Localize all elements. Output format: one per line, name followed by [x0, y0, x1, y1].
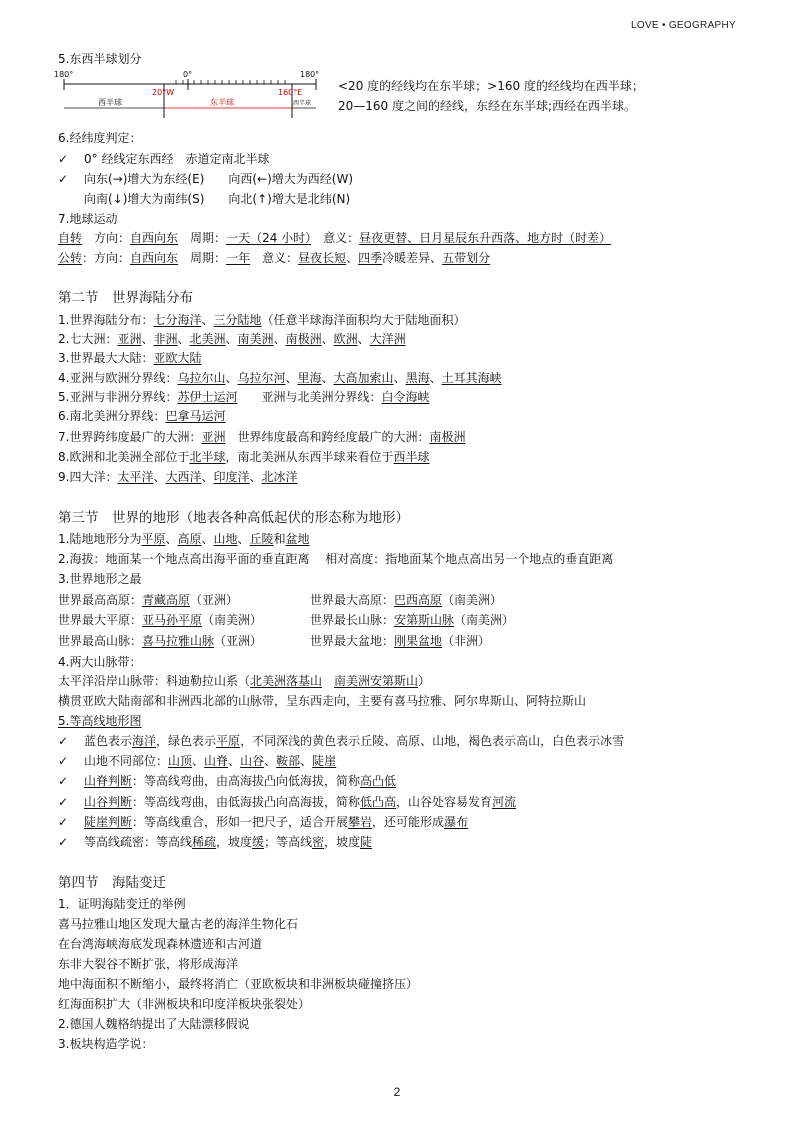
contour-colors-line: ✓ 蓝色表示海洋，绿色表示平原，不同深浅的黄色表示丘陵、高原、山地，褐色表示高山，白色表示冰雪 — [58, 734, 625, 748]
record-row-1-right: 世界最大高原：巴西高原（南美洲） — [310, 593, 503, 607]
continental-drift-line: 2.德国人魏格纳提出了大陆漂移假说 — [58, 1017, 250, 1031]
hemisphere-diagram — [52, 68, 324, 124]
pacific-belt-line: 太平洋沿岸山脉带：科迪勒拉山系（北美洲落基山 南美洲安第斯山） — [58, 674, 431, 688]
label-eastern-hemisphere: 东半球 — [210, 98, 234, 107]
americas-boundary-line: 6.南北美洲分界线：巴拿马运河 — [58, 409, 226, 423]
evidence-1: 喜马拉雅山地区发现大量古老的海洋生物化石 — [58, 917, 299, 931]
sea-land-line-1: 1.世界海陆分布：七分海洋、三分陆地（任意半球海洋面积均大于陆地面积） — [58, 313, 466, 327]
record-row-3: 世界最高山脉：喜马拉雅山脉（亚洲） — [58, 634, 263, 648]
mountain-belts-heading: 4.两大山脉带： — [58, 655, 142, 669]
record-row-2-right: 世界最长山脉：安第斯山脉（南美洲） — [310, 613, 515, 627]
check-icon: ✓ — [58, 734, 69, 748]
check-icon: ✓ — [58, 754, 69, 768]
eurasian-belt-line: 横贯亚欧大陆南部和非洲西北部的山脉带，呈东西走向，主要有喜马拉雅、阿尔卑斯山、阿特拉斯山 — [58, 694, 587, 708]
label-180-left: 180° — [54, 70, 74, 79]
check-icon: ✓ — [58, 152, 69, 166]
terrain-records-heading: 3.世界地形之最 — [58, 572, 142, 586]
hemisphere-location-line: 8.欧洲和北美洲全部位于北半球，南北美洲从东西半球来看位于西半球 — [58, 450, 430, 464]
oceans-line: 9.四大洋：太平洋、大西洋、印度洋、北冰洋 — [58, 470, 298, 484]
item-6-line-c: 向南(↓)增大为南纬(S) 向北(↑)增大是北纬(N) — [84, 192, 351, 206]
hemisphere-note-2: 20—160 度之间的经线，东经在东半球;西经在西半球。 — [338, 99, 637, 113]
item-6-heading: 6.经纬度判定： — [58, 131, 142, 145]
label-0: 0° — [183, 70, 193, 79]
label-western-hemisphere: 西半球 — [98, 98, 122, 107]
record-row-1: 世界最高高原：青藏高原（亚洲） — [58, 593, 239, 607]
changes-heading: 1．证明海陆变迁的举例 — [58, 897, 186, 911]
check-icon: ✓ — [58, 172, 69, 186]
record-row-3-right: 世界最大盆地：刚果盆地（非洲） — [310, 634, 491, 648]
elevation-line: 2.海拔：地面某一个地点高出海平面的垂直距离 相对高度：指地面某个地点高出另一个地点的垂直距离 — [58, 552, 614, 566]
section-4-title: 第四节 海陆变迁 — [58, 875, 166, 891]
check-icon: ✓ — [58, 795, 69, 809]
ridge-line: ✓ 山脊判断：等高线弯曲，由高海拔凸向低海拔，简称高凸低 — [58, 774, 397, 788]
item-5-heading: 5.东西半球划分 — [58, 52, 142, 66]
evidence-2: 在台湾海峡海底发现森林遗迹和古河道 — [58, 937, 263, 951]
label-180-right: 180° — [300, 70, 320, 79]
revolution-line: 公转：方向：自西向东 周期：一年 意义：昼夜长短、四季冷暖差异、五带划分 — [58, 251, 491, 265]
landforms-line: 1.陆地地形分为平原、高原、山地、丘陵和盆地 — [58, 532, 310, 546]
check-icon: ✓ — [58, 815, 69, 829]
evidence-4: 地中海面积不断缩小，最终将消亡（亚欧板块和非洲板块碰撞挤压） — [58, 977, 419, 991]
contour-map-heading: 5.等高线地形图 — [58, 714, 142, 728]
asia-africa-boundary-line: 5.亚洲与非洲分界线：苏伊士运河 亚洲与北美洲分界线：白令海峡 — [58, 390, 430, 404]
section-2-title: 第二节 世界海陆分布 — [58, 290, 193, 306]
cliff-line: ✓ 陡崖判断：等高线重合，形如一把尺子，适合开展攀岩，还可能形成瀑布 — [58, 815, 469, 829]
largest-continent-line: 3.世界最大大陆：亚欧大陆 — [58, 351, 202, 365]
check-icon: ✓ — [58, 835, 69, 849]
contour-density-line: ✓ 等高线疏密：等高线稀疏，坡度缓；等高线密，坡度陡 — [58, 835, 373, 849]
label-western-hemisphere-small: 西半球 — [293, 100, 312, 107]
asia-europe-boundary-line: 4.亚洲与欧洲分界线：乌拉尔山、乌拉尔河、里海、大高加索山、黑海、土耳其海峡 — [58, 371, 502, 385]
continents-line: 2.七大洲：亚洲、非洲、北美洲、南美洲、南极洲、欧洲、大洋洲 — [58, 332, 406, 346]
item-6-line-b: ✓ 向东(→)增大为东经(E) 向西(←)增大为西经(W) — [58, 172, 354, 186]
section-3-title: 第三节 世界的地形（地表各种高低起伏的形态称为地形） — [58, 510, 409, 526]
item-7-heading: 7.地球运动 — [58, 212, 118, 226]
page-number: 2 — [393, 1085, 401, 1099]
valley-line: ✓ 山谷判断：等高线弯曲，由低海拔凸向高海拔，简称低凸高，山谷处容易发育河流 — [58, 795, 517, 809]
item-6-line-a: ✓ 0° 经线定东西经 赤道定南北半球 — [58, 152, 270, 166]
rotation-line: 自转 方向：自西向东 周期：一天（24 小时） 意义：昼夜更替、日月星辰东升西落、地方时（时差） — [58, 231, 612, 245]
record-row-2: 世界最大平原：亚马孙平原（南美洲） — [58, 613, 263, 627]
plate-tectonics-line: 3.板块构造学说： — [58, 1037, 154, 1051]
mountain-parts-line: ✓ 山地不同部位：山顶、山脊、山谷、鞍部、陡崖 — [58, 754, 337, 768]
hemisphere-note-1: <20 度的经线均在东半球；>160 度的经线均在西半球； — [338, 79, 644, 93]
latitude-span-line: 7.世界跨纬度最广的大洲：亚洲 世界纬度最高和跨经度最广的大洲：南极洲 — [58, 430, 466, 444]
evidence-5: 红海面积扩大（非洲板块和印度洋板块张裂处） — [58, 997, 311, 1011]
label-160e: 160°E — [278, 88, 303, 97]
check-icon: ✓ — [58, 774, 69, 788]
page-header: LOVE • GEOGRAPHY — [631, 20, 736, 31]
label-20w: 20°W — [152, 88, 175, 97]
evidence-3: 东非大裂谷不断扩张，将形成海洋 — [58, 957, 239, 971]
